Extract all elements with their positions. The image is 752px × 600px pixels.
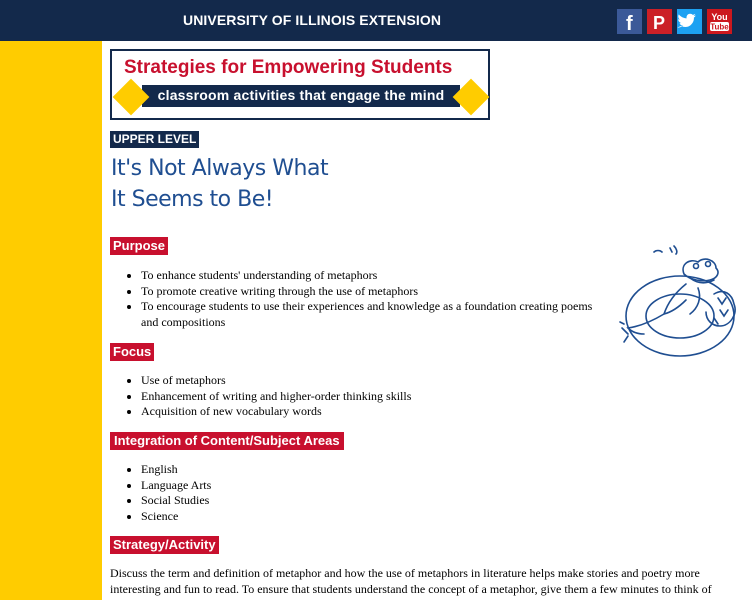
- banner-subtitle: classroom activities that engage the mind: [157, 87, 445, 103]
- list-item: • English: [141, 462, 211, 478]
- purpose-heading: Purpose: [110, 237, 168, 255]
- focus-heading: Focus: [110, 343, 154, 361]
- svg-text:f: f: [626, 13, 633, 34]
- list-item: • To encourage students to use their experiences and knowledge as a foundation creating poems: [141, 299, 592, 315]
- banner-logo: [110, 49, 490, 120]
- twitter-icon[interactable]: [677, 9, 702, 34]
- list-item: • Social Studies: [141, 493, 211, 509]
- list-item: • Language Arts: [141, 478, 211, 494]
- page-title-line2: It Seems to Be!: [111, 187, 274, 212]
- svg-text:Tube: Tube: [710, 22, 729, 32]
- purpose-list: [124, 268, 592, 331]
- focus-list: [124, 373, 411, 420]
- integration-list: [124, 462, 211, 525]
- list-item: • Acquisition of new vocabulary words: [141, 404, 411, 420]
- banner-title: Strategies for Empowering Students: [124, 57, 453, 78]
- strategy-paragraph: Discuss the term and definition of metaphor and how the use of metaphors in literature helps make stories and poetry more interesting and fun to read. To ensure that students understand the concept of a metaphor, give them a few minutes to think of: [110, 566, 712, 596]
- frog-illustration-icon: [614, 244, 744, 360]
- page-title: [111, 153, 328, 215]
- list-item: • To promote creative writing through the use of metaphors: [141, 284, 592, 300]
- list-item-continued: and compositions: [141, 315, 226, 330]
- svg-text:P: P: [653, 13, 666, 33]
- page-title-line1: It's Not Always What: [111, 156, 329, 181]
- banner-strip: [142, 85, 460, 107]
- svg-text:You: You: [711, 12, 728, 22]
- list-item: • Enhancement of writing and higher-order thinking skills: [141, 389, 411, 405]
- youtube-icon[interactable]: [707, 9, 732, 34]
- facebook-icon[interactable]: [617, 9, 642, 34]
- list-item: • Use of metaphors: [141, 373, 411, 389]
- site-header: [0, 0, 752, 41]
- pinterest-icon[interactable]: [647, 9, 672, 34]
- level-badge: UPPER LEVEL: [110, 131, 199, 148]
- site-title[interactable]: UNIVERSITY OF ILLINOIS EXTENSION: [183, 12, 442, 28]
- list-item: • Science: [141, 509, 211, 525]
- integration-heading: Integration of Content/Subject Areas: [110, 432, 344, 450]
- strategy-heading: Strategy/Activity: [110, 536, 219, 554]
- left-sidebar: [0, 41, 102, 600]
- list-item: • To enhance students' understanding of metaphors: [141, 268, 592, 284]
